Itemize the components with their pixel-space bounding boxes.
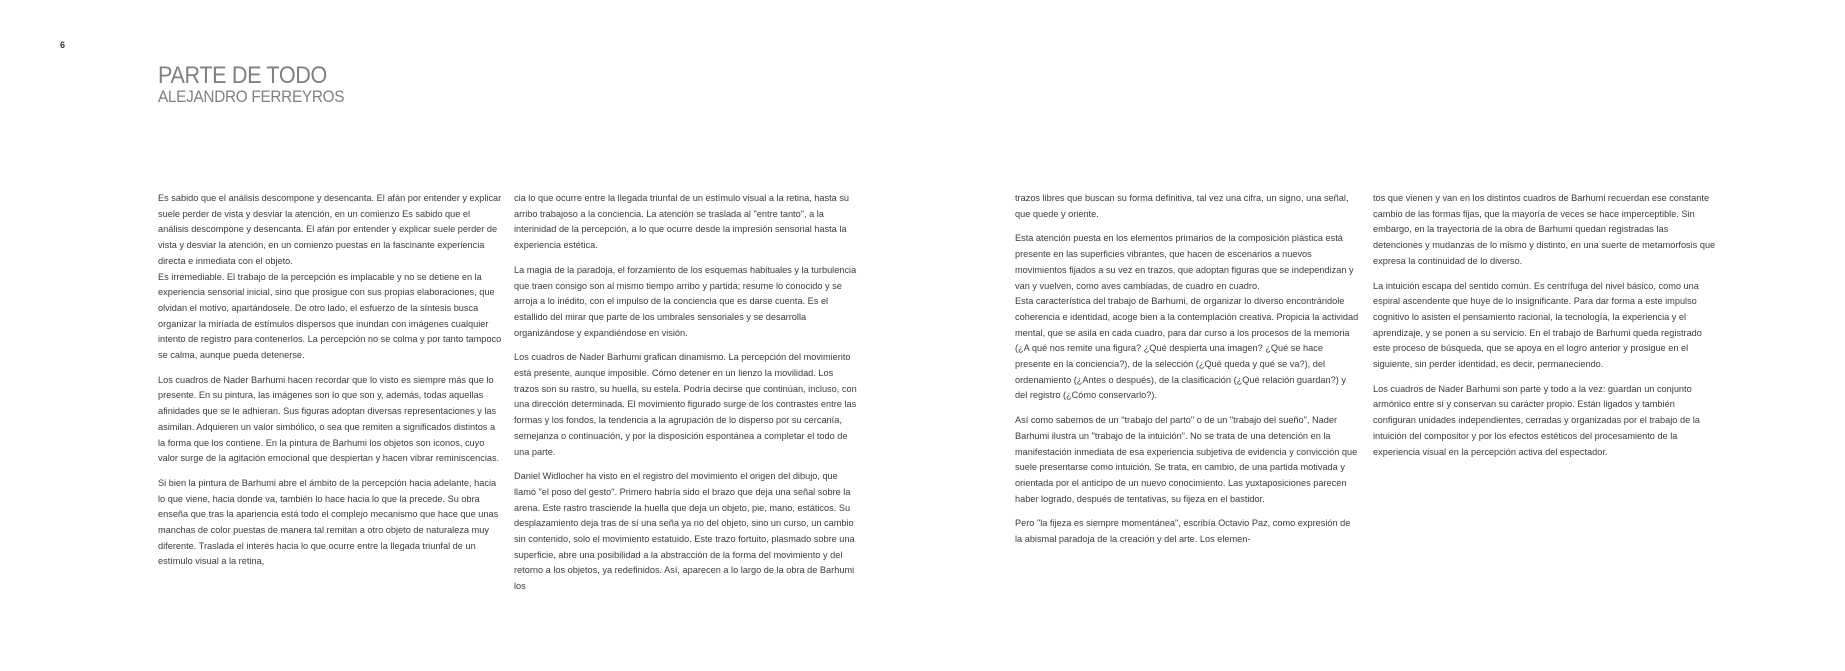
page-number: 6: [60, 40, 66, 50]
title-block: [158, 64, 365, 106]
text-column-3: [1015, 191, 1360, 557]
text-column-2: [514, 191, 859, 604]
paragraph: La intuición escapa del sentido común. Es centrífuga del nivel básico, como una espiral ascendente que huye de lo insignificante. Para dar forma a este impulso cognitivo lo asisten el pensamiento racional, la tecnología, la experiencia y el aprendizaje, y se ponen a su servicio. En el trabajo de Barhumi queda registrado este proceso de búsqueda, que se apoya en el logro anterior y prosigue en el siguiente, sin perder identidad, es decir, permaneciendo.: [1373, 280, 1702, 370]
paragraph: Esta atención puesta en los elementos primarios de la composición plástica está presente en las superficies vibrantes, que hacen de escenarios a nuevos movimientos fijados a su vez en trazos, que adoptan figuras que se independizan y van y vuelven, como aves cambiadas, de cuadro en cuadro.: [1015, 233, 1354, 291]
paragraph: Es sabido que el análisis descompone y desencanta. El afán por entender y explicar suele perder de vista y desviar la atención, en un comienzo Es sabido que el análisis descompone y desencanta. El afán por entender y explicar suele perder de vista y desviar la atención, en un comienzo puestas en la fascinante experiencia directa e inmediata con el objeto.: [158, 193, 502, 266]
article-title: PARTE DE TODO: [158, 62, 327, 89]
text-column-4: [1373, 191, 1718, 469]
paragraph: Los cuadros de Nader Barhumi grafican dinamismo. La percepción del movimiento está presente, aunque imposible. Cómo detener en un lienzo la movilidad. Los trazos son su rastro, su huella, su estela. Podría decirse que continúan, incluso, con una dirección determinada. El movimiento figurado surge de los contrastes entre las formas y los fondos, la tendencia a la agrupación de lo disperso por su cercanía, semejanza o continuación, y por la disposición espontánea a completar el todo de una parte.: [514, 352, 857, 457]
paragraph: Es irremediable. El trabajo de la percepción es implacable y no se detiene en la experiencia sensorial inicial, sino que prosigue con sus propias elaboraciones, que olvidan el motivo, apartándosele. De otro lado, el esfuerzo de la síntesis busca organizar la miríada de estímulos dispersos que inundan con imágenes cualquier intento de registro para contenerlos. La percepción no se colma y por tanto tampoco se calma, aunque pueda detenerse.: [158, 271, 502, 361]
paragraph: Si bien la pintura de Barhumi abre el ámbito de la percepción hacia adelante, hacia lo que viene, hacia donde va, también lo hace hacia lo que la precede. Su obra enseña que tras la apariencia está todo el complejo mecanismo que hace que unas manchas de color puestas de manera tal remitan a otro objeto de naturaleza muy diferente. Traslada el interés hacia lo que ocurre entre la llegada triunfal de un estímulo visual a la retina,: [158, 477, 499, 567]
paragraph: Los cuadros de Nader Barhumi son parte y todo a la vez: guardan un conjunto armónico entre sí y conservan su carácter propio. Están ligados y también configuran unidades independientes, cerradas y organizadas por el trabajo de la intuición del compositor y por los efectos estéticos del procesamiento de la experiencia visual en la percepción activa del espectador.: [1373, 383, 1700, 457]
article-author: ALEJANDRO FERREYROS: [158, 87, 345, 106]
paragraph: La magia de la paradoja, el forzamiento de los esquemas habituales y la turbulencia que traen consigo son al mismo tiempo arribo y partida; resume lo conocido y se arroja a lo inédito, con el impulso de la conciencia que es darse cuenta. Es el estallido del mirar que parte de los umbrales sensoriales y se desarrolla organizándose y expandiéndose en visión.: [514, 264, 857, 338]
paragraph: Pero "la fijeza es siempre momentánea", escribía Octavio Paz, como expresión de la abismal paradoja de la creación y del arte. Los elemen-: [1015, 518, 1351, 545]
paragraph: Así como sabemos de un "trabajo del parto" o de un "trabajo del sueño", Nader Barhumi ilustra un "trabajo de la intuición". No se trata de una detención en la manifestación inmediata de esa experiencia subjetiva de evidencia y convicción que suele presentarse como intuición. Se trata, en cambio, de una partida motivada y orientada por el anticipo de un nuevo conocimiento. Las yuxtaposiciones parecen haber logrado, después de tentativas, su fijeza en el bastidor.: [1015, 415, 1358, 504]
paragraph: Los cuadros de Nader Barhumi hacen recordar que lo visto es siempre más que lo presente. En su pintura, las imágenes son lo que son y, además, todas aquellas afinidades que se le adhieran. Sus figuras adoptan diversas representaciones y las asimilan. Adquieren un valor simbólico, o sea que remiten a significados distintos a la forma que los contiene. En la pintura de Barhumi los objetos son iconos, cuyo valor surge de la agitación emocional que despiertan y hacen vibrar reminiscencias.: [158, 374, 500, 464]
text-column-1: [158, 191, 503, 579]
paragraph: trazos libres que buscan su forma definitiva, tal vez una cifra, un signo, una señal, que quede y oriente.: [1015, 193, 1349, 219]
paragraph: cia lo que ocurre entre la llegada triunfal de un estímulo visual a la retina, hasta su arribo trabajoso a la conciencia. La atención se traslada al "entre tanto", a la interinidad de la percepción, a lo que ocurre desde la impresión sensorial hasta la experiencia estética.: [514, 193, 850, 251]
paragraph: tos que vienen y van en los distintos cuadros de Barhumi recuerdan ese constante cambio de las formas fijas, que la mayoría de veces se hace imperceptible. Sin embargo, en la trayectoria de la obra de Barhumi quedan registradas las detenciones y mudanzas de lo mismo y distinto, en una suerte de metamorfosis que expresa la continuidad de lo diverso.: [1373, 193, 1716, 266]
paragraph: Esta característica del trabajo de Barhumi, de organizar lo diverso encontrándole coherencia e identidad, acoge bien a la contemplación creativa. Propicia la actividad mental, que se asila en cada cuadro, para dar curso a los procesos de la memoria (¿A qué nos remite una figura? ¿Qué despierta una imagen? ¿Qué se hace presente en la conciencia?), de la selección (¿Qué queda y qué se va?), del ordenamiento (¿Antes o después), de la clasificación (¿Qué relación guardan?) y del registro (¿Cómo conservarlo?).: [1015, 296, 1359, 401]
paragraph: Daniel Widlocher ha visto en el registro del movimiento el origen del dibujo, que llamó "el poso del gesto". Primero habría sido el brazo que deja una señal sobre la arena. Este rastro trasciende la huella que deja un objeto, pie, mano, estáticos. Su desplazamiento deja tras de sí una seña ya no del objeto, sino un curso, un cambio sin contenido, solo el movimiento estatuido. Este trazo fortuito, plasmado sobre una superficie, abre una posibilidad a la abstracción de la forma del movimiento y del retorno a los objetos, ya redefinidos. Así, aparecen a lo largo de la obra de Barhumi los: [514, 471, 855, 592]
